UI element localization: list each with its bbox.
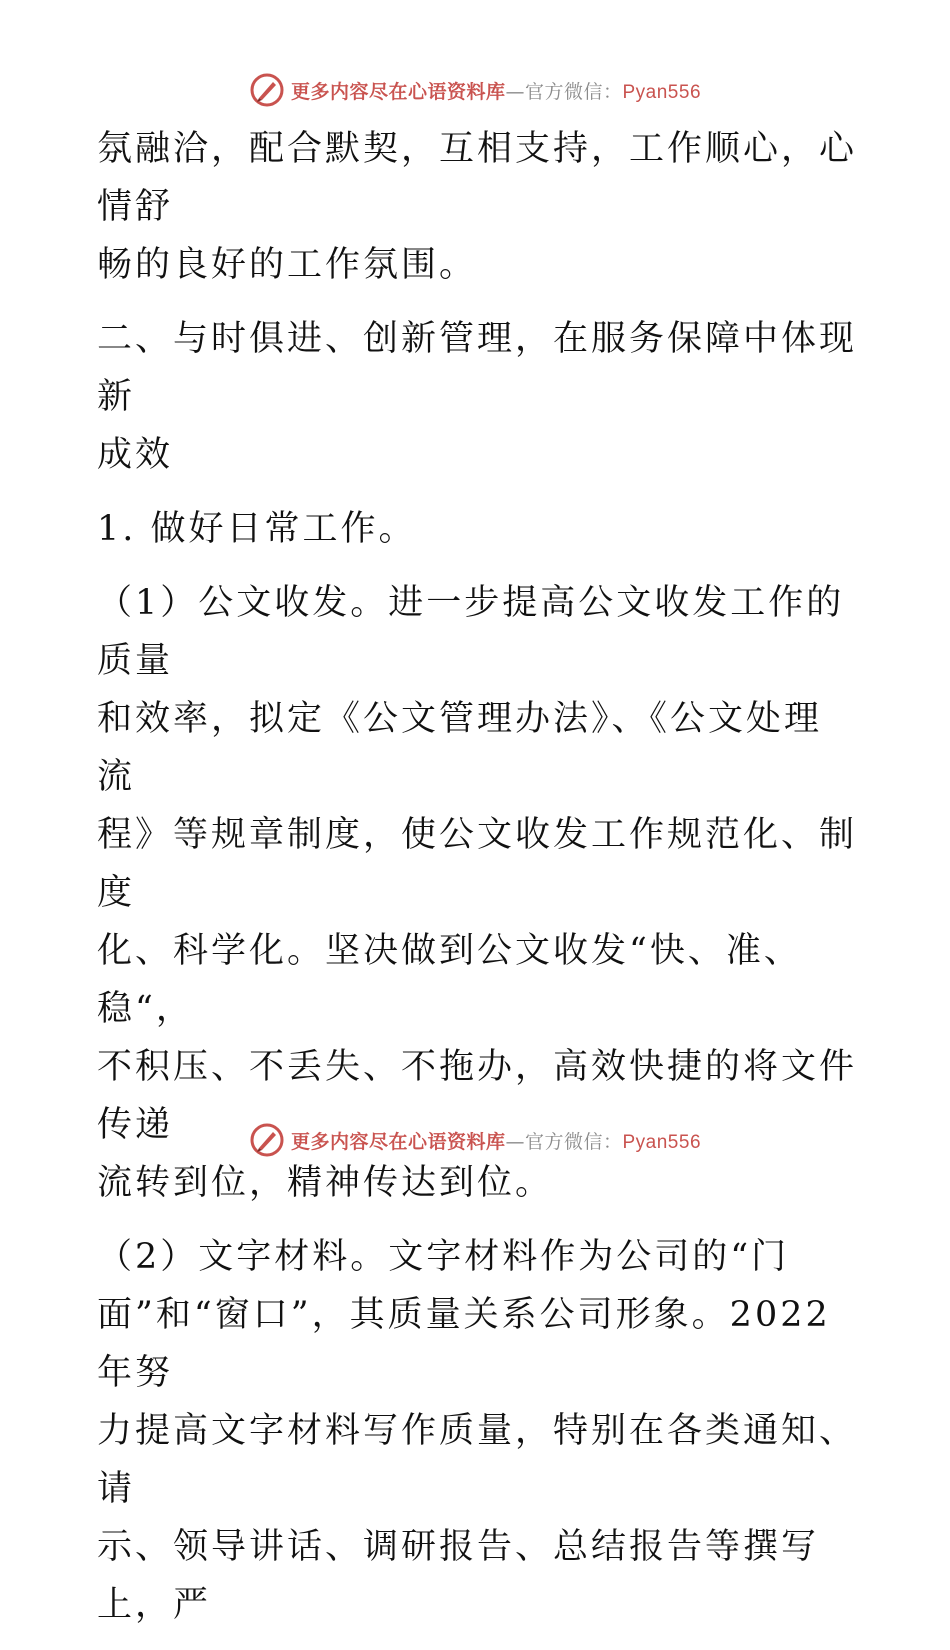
watermark-text <box>291 1127 701 1154</box>
subheading-1: 1. 做好日常工作。 <box>97 509 417 549</box>
paragraph-1: 氛融洽，配合默契，互相支持，工作顺心，心情舒 畅的良好的工作氛围。 <box>97 129 858 285</box>
watermark-site: 更多内容尽在心语资料库 <box>290 80 506 103</box>
watermark-dash: — <box>505 80 525 103</box>
footer-watermark <box>0 1120 950 1160</box>
watermark-wechat: Pyan556 <box>622 1131 702 1153</box>
watermark-label: 官方微信： <box>524 80 623 103</box>
watermark-dash: — <box>505 1130 525 1153</box>
quill-pen-logo-icon <box>249 72 285 108</box>
paragraph-document-handling: （1）公文收发。进一步提高公文收发工作的质量 和效率，拟定《公文管理办法》、《公文处理流 程》等规章制度，使公文收发工作规范化、制度 化、科学化。坚决做到公文收发“快、准、稳“， 不积压、不丢失、不拖办，高效快捷的将文件传递 流转到位，精神传达到位。 <box>97 583 858 1203</box>
header-watermark <box>0 70 950 110</box>
watermark-label: 官方微信： <box>524 1130 623 1153</box>
document-body <box>97 120 857 1650</box>
paragraph-written-materials: （2）文字材料。文字材料作为公司的“门 面”和“窗口”，其质量关系公司形象。2022年努 力提高文字材料写作质量，特别在各类通知、请 示、领导讲话、调研报告、总结报告等撰写上，严 <box>97 1237 858 1625</box>
section-heading-2: 二、与时俱进、创新管理，在服务保障中体现新 成效 <box>97 319 858 475</box>
watermark-wechat: Pyan556 <box>622 81 702 103</box>
watermark-site: 更多内容尽在心语资料库 <box>290 1130 506 1153</box>
quill-pen-logo-icon <box>249 1122 285 1158</box>
watermark-text <box>291 77 701 104</box>
